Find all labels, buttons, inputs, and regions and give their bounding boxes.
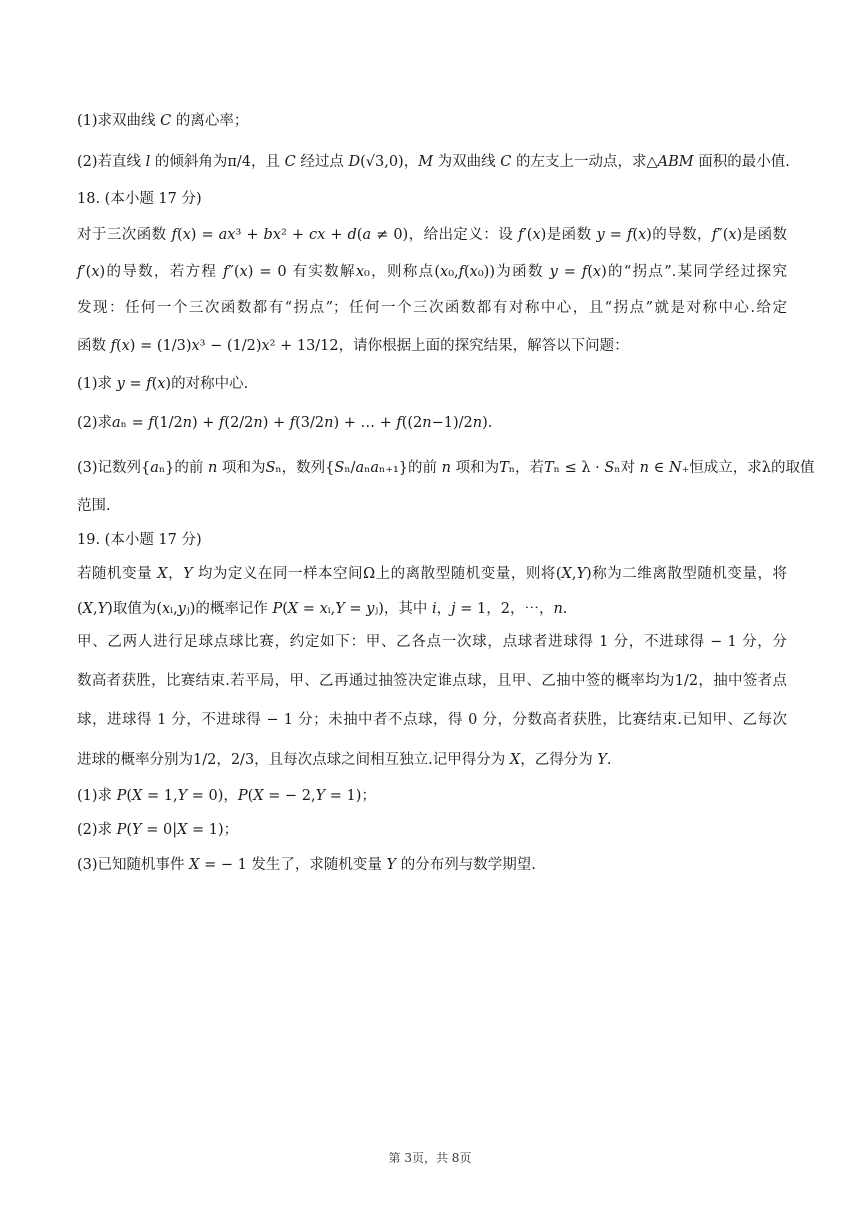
q18-part3-line-2: 范围. (77, 498, 111, 514)
q17-part1: (1)求双曲线 𝐶 的离心率； (77, 113, 249, 129)
q19-stem-line-6: 进球的概率分别为1/2，2/3，且每次点球之间相互独立.记甲得分为 𝑋，乙得分为 𝑌. (77, 752, 612, 768)
q19-stem-line-3: 甲、乙两人进行足球点球比赛，约定如下：甲、乙各点一次球，点球者进球得 1 分，不进球得 − 1 分，分 (77, 634, 787, 650)
q19-stem-line-5: 球，进球得 1 分，不进球得 − 1 分；未抽中者不点球，得 0 分，分数高者获胜，比赛结束.已知甲、乙每次 (77, 712, 787, 728)
q19-heading: 19. (本小题 17 分) (77, 532, 202, 548)
page-number-footer: 第 3页，共 8页 (388, 1151, 472, 1165)
q18-heading: 18. (本小题 17 分) (77, 191, 202, 207)
q18-part2: (2)求𝑎ₙ = 𝑓(1/2𝑛) + 𝑓(2/2𝑛) + 𝑓(3/2𝑛) + … + 𝑓((2𝑛−1)/2𝑛). (77, 415, 493, 431)
q19-stem-line-4: 数高者获胜，比赛结束.若平局，甲、乙再通过抽签决定谁点球，且甲、乙抽中签的概率均为1/2，抽中签者点 (77, 673, 787, 689)
q18-stem-line-2: 𝑓′(𝑥)的导数，若方程 𝑓″(𝑥) = 0 有实数解𝑥₀，则称点(𝑥₀,𝑓(𝑥₀))为函数 𝑦 = 𝑓(𝑥)的“拐点”.某同学经过探究 (77, 264, 787, 280)
q18-part1: (1)求 𝑦 = 𝑓(𝑥)的对称中心. (77, 376, 249, 392)
q19-part2: (2)求 𝑃(𝑌 = 0|𝑋 = 1)； (77, 822, 239, 838)
q18-stem-line-3: 发现：任何一个三次函数都有“拐点”；任何一个三次函数都有对称中心，且“拐点”就是对称中心.给定 (77, 300, 787, 316)
q19-stem-line-2: (𝑋,𝑌)取值为(𝑥ᵢ,𝑦ⱼ)的概率记作 𝑃(𝑋 = 𝑥ᵢ,𝑌 = 𝑦ⱼ)，其中 𝑖，𝑗 = 1，2，⋯，𝑛. (77, 601, 568, 617)
q19-part3: (3)已知随机事件 𝑋 = − 1 发生了，求随机变量 𝑌 的分布列与数学期望. (77, 857, 536, 873)
q19-part1: (1)求 𝑃(𝑋 = 1,𝑌 = 0)，𝑃(𝑋 = − 2,𝑌 = 1)； (77, 788, 376, 804)
q19-stem-line-1: 若随机变量 𝑋，𝑌 均为定义在同一样本空间Ω上的离散型随机变量，则将(𝑋,𝑌)称为二维离散型随机变量，将 (77, 566, 787, 582)
q18-stem-line-1: 对于三次函数 𝑓(𝑥) = 𝑎𝑥³ + 𝑏𝑥² + 𝑐𝑥 + 𝑑(𝑎 ≠ 0)，给出定义：设 𝑓′(𝑥)是函数 𝑦 = 𝑓(𝑥)的导数，𝑓″(𝑥)是函数 (77, 227, 787, 243)
q18-stem-line-4: 函数 𝑓(𝑥) = (1/3)𝑥³ − (1/2)𝑥² + 13/12，请你根据上面的探究结果，解答以下问题： (77, 338, 629, 354)
q17-part2: (2)若直线 𝑙 的倾斜角为π/4，且 𝐶 经过点 𝐷(√3,0)，𝑀 为双曲线 𝐶 的左支上一动点，求△𝐴𝐵𝑀 面积的最小值. (77, 154, 790, 170)
q18-part3-line-1: (3)记数列{𝑎ₙ}的前 𝑛 项和为𝑆ₙ，数列{𝑆ₙ/𝑎ₙ𝑎ₙ₊₁}的前 𝑛 项和为𝑇ₙ，若𝑇ₙ ≤ λ · 𝑆ₙ对 𝑛 ∈ 𝑁₊恒成立，求λ的取值 (77, 460, 815, 476)
